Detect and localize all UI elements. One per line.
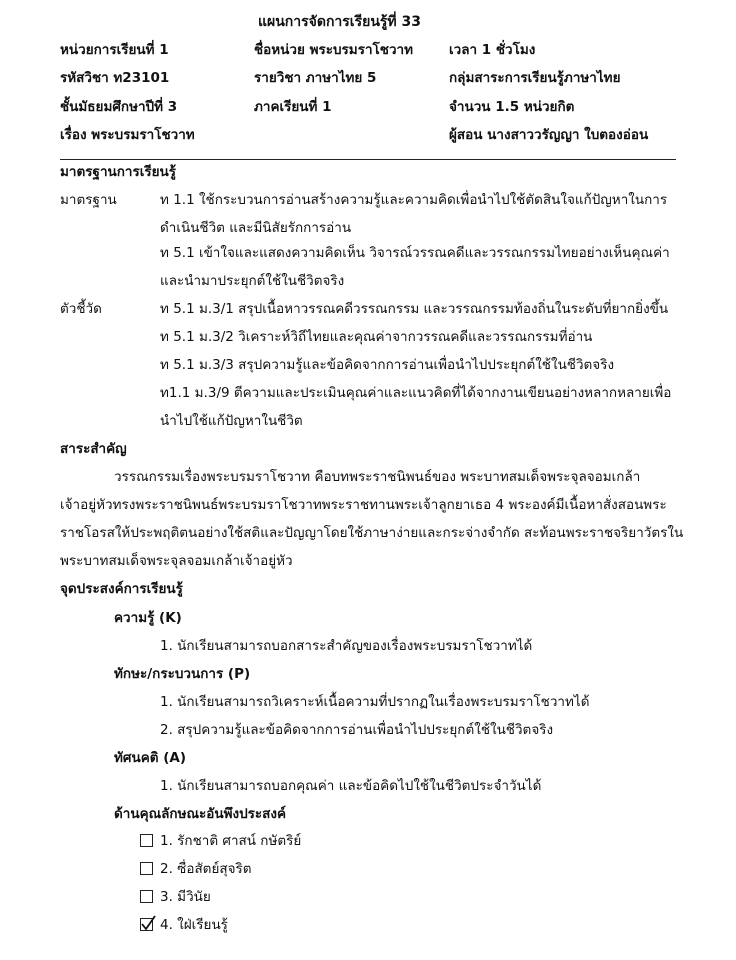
- indicator-line: ท 5.1 ม.3/1 สรุปเนื้อหาวรรณคดีวรรณกรรม และวรรณกรรมท้องถิ่นในระดับที่ยากยิ่งขึ้น: [160, 301, 669, 317]
- standard-line: ดำเนินชีวิต และมีนิสัยรักการอ่าน: [160, 220, 352, 236]
- indicator-line: นำไปใช้แก้ปัญหาในชีวิต: [160, 413, 303, 429]
- credits: จำนวน 1.5 หน่วยกิต: [449, 99, 575, 115]
- essence-line: เจ้าอยู่หัวทรงพระราชนิพนธ์พระบรมราโชวาทพระราชทานพระเจ้าลูกยาเธอ 4 พระองค์มีเนื้อหาสั่งสอนพระ: [60, 497, 667, 513]
- indicator-line: ท 5.1 ม.3/3 สรุปความรู้และข้อคิดจากการอ่านเพื่อนำไปประยุกต์ใช้ในชีวิตจริง: [160, 357, 615, 373]
- trait-checkbox[interactable]: [140, 834, 153, 847]
- grade-level: ชั้นมัธยมศึกษาปีที่ 3: [60, 99, 178, 115]
- lesson-topic: เรื่อง พระบรมราโชวาท: [60, 127, 195, 143]
- trait-checkbox[interactable]: [140, 890, 153, 903]
- teacher-name: ผู้สอน นางสาววรัญญา ใบตองอ่อน: [449, 127, 649, 143]
- trait-label: 1. รักชาติ ศาสน์ กษัตริย์: [160, 833, 302, 849]
- learning-group: กลุ่มสาระการเรียนรู้ภาษาไทย: [449, 70, 621, 86]
- trait-checkbox-checked[interactable]: [140, 918, 153, 931]
- essence-heading: สาระสำคัญ: [60, 441, 127, 457]
- semester: ภาคเรียนที่ 1: [254, 99, 332, 115]
- standard-label: มาตรฐาน: [60, 192, 117, 208]
- trait-label: 2. ซื่อสัตย์สุจริต: [160, 861, 252, 877]
- indicator-line: ท 5.1 ม.3/2 วิเคราะห์วิถีไทยและคุณค่าจากวรรณคดีและวรรณกรรมที่อ่าน: [160, 329, 593, 345]
- process-heading: ทักษะ/กระบวนการ (P): [114, 666, 251, 682]
- knowledge-item: 1. นักเรียนสามารถบอกสาระสำคัญของเรื่องพระบรมราโชวาทได้: [160, 638, 533, 654]
- process-item: 1. นักเรียนสามารถวิเคราะห์เนื้อความที่ปรากฏในเรื่องพระบรมราโชวาทได้: [160, 694, 590, 710]
- header-divider: [60, 159, 676, 160]
- indicator-line: ท1.1 ม.3/9 ตีความและประเมินคุณค่าและแนวคิดที่ได้จากงานเขียนอย่างหลากหลายเพื่อ: [160, 385, 672, 401]
- knowledge-heading: ความรู้ (K): [114, 610, 182, 626]
- standard-line: และนำมาประยุกต์ใช้ในชีวิตจริง: [160, 273, 345, 289]
- traits-heading: ด้านคุณลักษณะอันพึงประสงค์: [114, 806, 287, 822]
- essence-line: พระบาทสมเด็จพระจุลจอมเกล้าเจ้าอยู่หัว: [60, 553, 293, 569]
- standards-heading: มาตรฐานการเรียนรู้: [60, 164, 177, 180]
- essence-line: ราชโอรสให้ประพฤติตนอย่างใช้สติและปัญญาโดยใช้ภาษาง่ายและกระจ่างจำกัด สะท้อนพระราชจริยาวัตรใน: [60, 525, 684, 541]
- course-code: รหัสวิชา ท23101: [60, 70, 170, 86]
- attitude-item: 1. นักเรียนสามารถบอกคุณค่า และข้อคิดไปใช้ในชีวิตประจำวันได้: [160, 778, 542, 794]
- essence-line: วรรณกรรมเรื่องพระบรมราโชวาท คือบทพระราชนิพนธ์ของ พระบาทสมเด็จพระจุลจอมเกล้า: [114, 469, 641, 485]
- standard-line: ท 5.1 เข้าใจและแสดงความคิดเห็น วิจารณ์วรรณคดีและวรรณกรรมไทยอย่างเห็นคุณค่า: [160, 245, 670, 261]
- page-title: แผนการจัดการเรียนรู้ที่ 33: [258, 14, 421, 30]
- trait-label: 4. ใฝ่เรียนรู้: [160, 917, 228, 933]
- subject-name: รายวิชา ภาษาไทย 5: [254, 70, 377, 86]
- objectives-heading: จุดประสงค์การเรียนรู้: [60, 581, 183, 597]
- indicator-label: ตัวชี้วัด: [60, 301, 102, 317]
- process-item: 2. สรุปความรู้และข้อคิดจากการอ่านเพื่อนำไปประยุกต์ใช้ในชีวิตจริง: [160, 722, 554, 738]
- unit-name: ชื่อหน่วย พระบรมราโชวาท: [254, 42, 414, 58]
- attitude-heading: ทัศนคติ (A): [114, 750, 186, 766]
- unit-number: หน่วยการเรียนที่ 1: [60, 42, 169, 58]
- trait-label: 3. มีวินัย: [160, 889, 211, 905]
- checkmark-icon: [140, 914, 156, 931]
- trait-checkbox[interactable]: [140, 862, 153, 875]
- time-duration: เวลา 1 ชั่วโมง: [449, 42, 536, 58]
- standard-line: ท 1.1 ใช้กระบวนการอ่านสร้างความรู้และความคิดเพื่อนำไปใช้ตัดสินใจแก้ปัญหาในการ: [160, 192, 668, 208]
